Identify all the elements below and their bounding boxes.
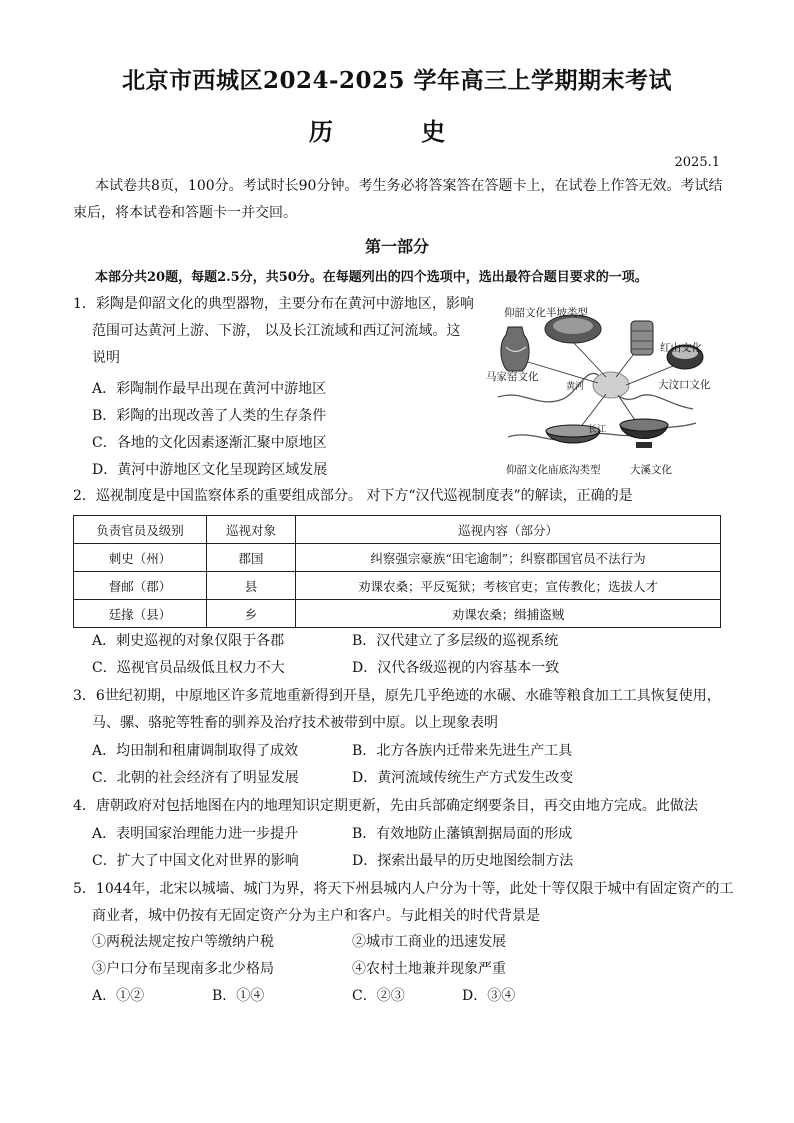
q4-option-a[interactable]: A．表明国家治理能力进一步提升 xyxy=(92,826,299,842)
q4-option-d[interactable]: D．探索出最早的历史地图绘制方法 xyxy=(352,853,574,869)
table-cell: 县 xyxy=(207,572,296,600)
exam-date: 2025.1 xyxy=(674,155,720,170)
q5-statement-4: ④农村土地兼并现象严重 xyxy=(352,961,506,977)
q3-stem-1: 3．6世纪初期，中原地区许多荒地重新得到开垦，原先几乎绝迹的水碾、水碓等粮食加工工具恢复使用， xyxy=(73,688,721,704)
table-row xyxy=(74,600,721,628)
table-cell: 乡 xyxy=(207,600,296,628)
label-dawenkou: 大汶口文化 xyxy=(658,379,711,391)
q1-option-c[interactable]: C．各地的文化因素逐渐汇聚中原地区 xyxy=(92,435,327,451)
q2-option-b[interactable]: B．汉代建立了多层级的巡视系统 xyxy=(352,633,559,649)
table-header: 负责官员及级别 xyxy=(74,516,207,544)
table-cell: 刺史（州） xyxy=(74,544,207,572)
q5-statement-3: ③户口分布呈现南多北少格局 xyxy=(92,961,274,977)
q1-stem-3: 说明 xyxy=(92,350,120,366)
q5-stem-1: 5．1044年，北宋以城墙、城门为界，将天下州县城内人户分为十等，此处十等仅限于城中有固定资产的工 xyxy=(73,881,734,897)
q1-option-d[interactable]: D．黄河中游地区文化呈现跨区域发展 xyxy=(92,462,328,478)
q1-stem-2: 范围可达黄河上游、下游， 以及长江流域和西辽河流域。这 xyxy=(92,323,461,339)
table-cell: 督邮（郡） xyxy=(74,572,207,600)
q3-stem-2: 马、骡、骆驼等牲畜的驯养及治疗技术被带到中原。以上现象表明 xyxy=(92,715,498,731)
table-row xyxy=(74,572,721,600)
q5-option-c[interactable]: C．②③ xyxy=(352,988,405,1004)
label-hongshan: 红山文化 xyxy=(660,342,702,354)
q1-culture-map xyxy=(478,297,711,481)
q1-stem-1: 1．彩陶是仰韶文化的典型器物，主要分布在黄河中游地区，影响 xyxy=(73,296,474,312)
q4-stem: 4．唐朝政府对包括地图在内的地理知识定期更新，先由兵部确定纲要条目，再交由地方完成。此做法 xyxy=(73,798,698,814)
intro-line-1: 本试卷共8页，100分。考试时长90分钟。考生务必将答案答在答题卡上，在试卷上作答无效。考试结 xyxy=(95,178,723,194)
q3-option-c[interactable]: C．北朝的社会经济有了明显发展 xyxy=(92,770,299,786)
subject-text: 历 史 xyxy=(308,117,486,146)
exam-title: 北京市西城区2024-2025 学年高三上学期期末考试 xyxy=(121,67,673,94)
q3-option-d[interactable]: D．黄河流域传统生产方式发生改变 xyxy=(352,770,574,786)
q2-stem: 2．巡视制度是中国监察体系的重要组成部分。 对下方“汉代巡视制度表”的解读，正确的是 xyxy=(73,488,633,504)
q5-option-a[interactable]: A．①② xyxy=(92,988,145,1004)
q1-option-a[interactable]: A．彩陶制作最早出现在黄河中游地区 xyxy=(92,381,327,397)
q5-statement-2: ②城市工商业的迅速发展 xyxy=(352,934,506,950)
q1-option-b[interactable]: B．彩陶的出现改善了人类的生存条件 xyxy=(92,408,327,424)
intro-line-2: 束后，将本试卷和答题卡一并交回。 xyxy=(73,205,297,221)
table-cell: 郡国 xyxy=(207,544,296,572)
table-row xyxy=(74,544,721,572)
q5-stem-2: 商业者，城中仍按有无固定资产分为主户和客户。与此相关的时代背景是 xyxy=(92,908,540,924)
subject-title xyxy=(0,112,794,147)
table-header: 巡视内容（部分） xyxy=(296,516,721,544)
han-inspection-table xyxy=(73,515,721,628)
label-changjiang: 长江 xyxy=(588,425,607,435)
table-cell: 廷掾（县） xyxy=(74,600,207,628)
q5-option-d[interactable]: D．③④ xyxy=(462,988,516,1004)
table-cell: 劝课农桑；平反冤狱；考核官吏；宣传教化；选拔人才 xyxy=(296,572,721,600)
label-daxi: 大溪文化 xyxy=(630,464,672,476)
q2-option-c[interactable]: C．巡视官员品级低且权力不大 xyxy=(92,660,285,676)
label-banpo: 仰韶文化半坡类型 xyxy=(504,307,588,319)
label-huanghe: 黄河 xyxy=(566,382,585,392)
q5-option-b[interactable]: B．①④ xyxy=(212,988,265,1004)
q2-option-d[interactable]: D．汉代各级巡视的内容基本一致 xyxy=(352,660,560,676)
table-cell: 纠察强宗豪族“田宅逾制”；纠察郡国官员不法行为 xyxy=(296,544,721,572)
label-majiayao: 马家窑文化 xyxy=(486,371,539,383)
part1-title: 第一部分 xyxy=(364,237,429,256)
q2-option-a[interactable]: A．刺史巡视的对象仅限于各郡 xyxy=(92,633,285,649)
table-cell: 劝课农桑；缉捕盗贼 xyxy=(296,600,721,628)
part1-instruction: 本部分共20题，每题2.5分，共50分。在每题列出的四个选项中，选出最符合题目要求的一项。 xyxy=(95,270,648,285)
q3-option-a[interactable]: A．均田制和租庸调制取得了成效 xyxy=(92,743,299,759)
table-header: 巡视对象 xyxy=(207,516,296,544)
q4-option-c[interactable]: C．扩大了中国文化对世界的影响 xyxy=(92,853,299,869)
q4-option-b[interactable]: B．有效地防止藩镇割据局面的形成 xyxy=(352,826,573,842)
q5-statement-1: ①两税法规定按户等缴纳户税 xyxy=(92,934,274,950)
label-miaodigou: 仰韶文化庙底沟类型 xyxy=(506,464,601,476)
table-header-row xyxy=(74,516,721,544)
q3-option-b[interactable]: B．北方各族内迁带来先进生产工具 xyxy=(352,743,573,759)
